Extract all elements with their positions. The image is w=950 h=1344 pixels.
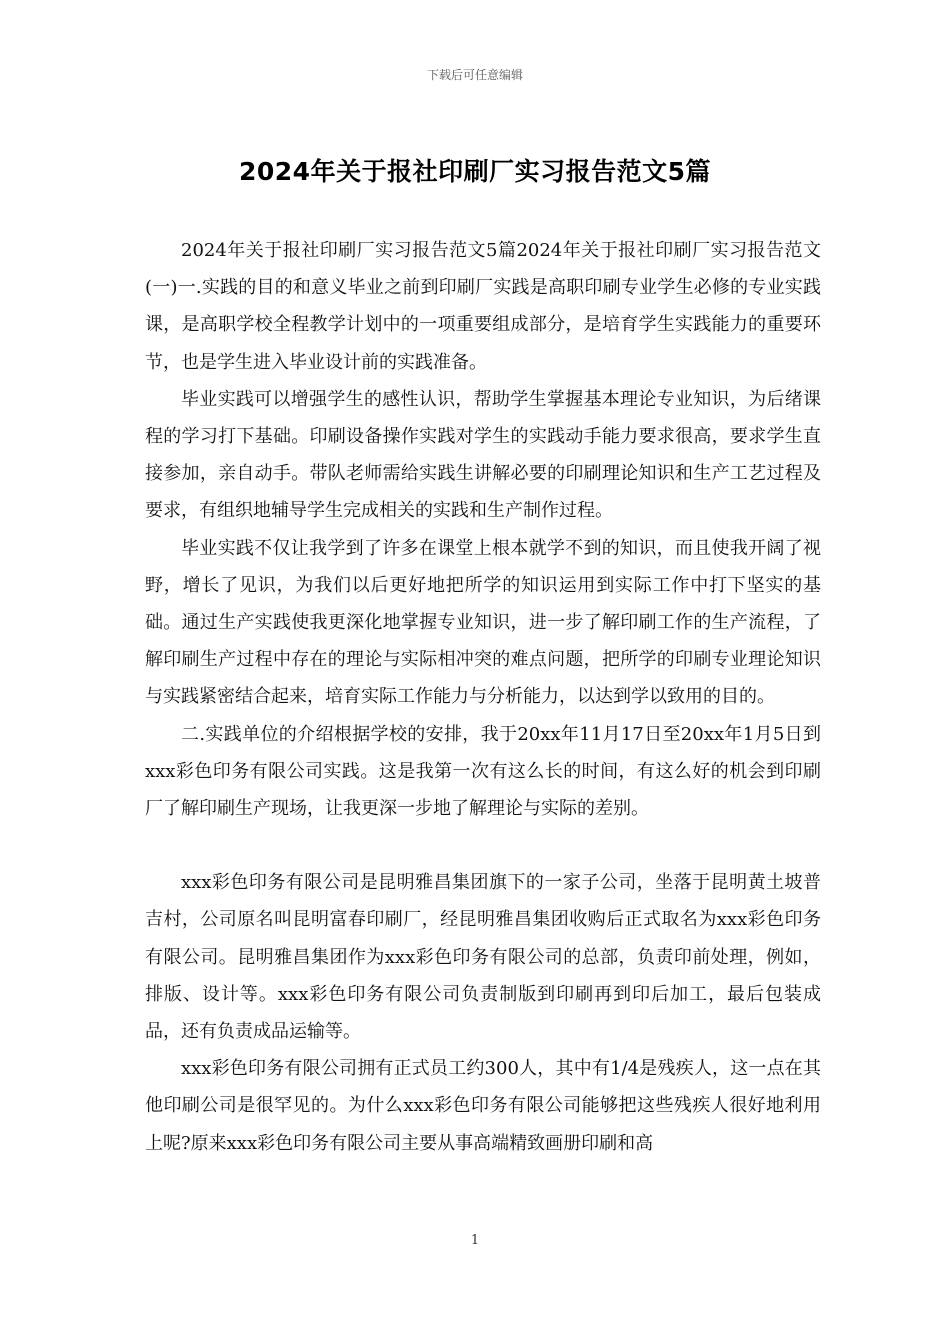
page-number: 1 [470,1233,480,1248]
paragraph-3: 毕业实践不仅让我学到了许多在课堂上根本就学不到的知识，而且使我开阔了视野，增长了见识，为我们以后更好地把所学的知识运用到实际工作中打下坚实的基础。通过生产实践使我更深化地掌握专业知识，进一步了解印刷工作的生产流程，了解印刷生产过程中存在的理论与实际相冲突的难点问题，把所学的印刷专业理论知识与实践紧密结合起来，培育实际工作能力与分析能力，以达到学以致用的目的。 [145,537,821,708]
header-note: 下载后可任意编辑 [426,68,523,82]
paragraph-4: 二.实践单位的介绍根据学校的安排，我于20xx年11月17日至20xx年1月5日到xxx彩色印务有限公司实践。这是我第一次有这么长的时间，有这么好的机会到印刷厂了解印刷生产现场，让我更深一步地了解理论与实际的差别。 [145,723,821,820]
paragraph-5: xxx彩色印务有限公司是昆明雅昌集团旗下的一家子公司，坐落于昆明黄土坡普吉村，公司原名叫昆明富春印刷厂，经昆明雅昌集团收购后正式取名为xxx彩色印务有限公司。昆明雅昌集团作为xxx彩色印务有限公司的总部，负责印前处理，例如，排版、设计等。xxx彩色印务有限公司负责制版到印刷再到印后加工，最后包装成品，还有负责成品运输等。 [145,872,821,1043]
paragraph-2: 毕业实践可以增强学生的感性认识，帮助学生掌握基本理论专业知识，为后绪课程的学习打下基础。印刷设备操作实践对学生的实践动手能力要求很高，要求学生直接参加，亲自动手。带队老师需给实践生讲解必要的印刷理论知识和生产工艺过程及要求，有组织地辅导学生完成相关的实践和生产制作过程。 [145,388,821,522]
paragraph-6: xxx彩色印务有限公司拥有正式员工约300人，其中有1/4是残疾人，这一点在其他印刷公司是很罕见的。为什么xxx彩色印务有限公司能够把这些残疾人很好地利用上呢?原来xxx彩色印务有限公司主要从事高端精致画册印刷和高 [145,1058,821,1154]
document-title: 2024年关于报社印刷厂实习报告范文5篇 [239,157,711,186]
document-body [145,232,821,1162]
paragraph-1: 2024年关于报社印刷厂实习报告范文5篇2024年关于报社印刷厂实习报告范文(一)一.实践的目的和意义毕业之前到印刷厂实践是高职印刷专业学生必修的专业实践课，是高职学校全程教学计划中的一项重要组成部分，是培育学生实践能力的重要环节，也是学生进入毕业设计前的实践准备。 [145,240,821,373]
